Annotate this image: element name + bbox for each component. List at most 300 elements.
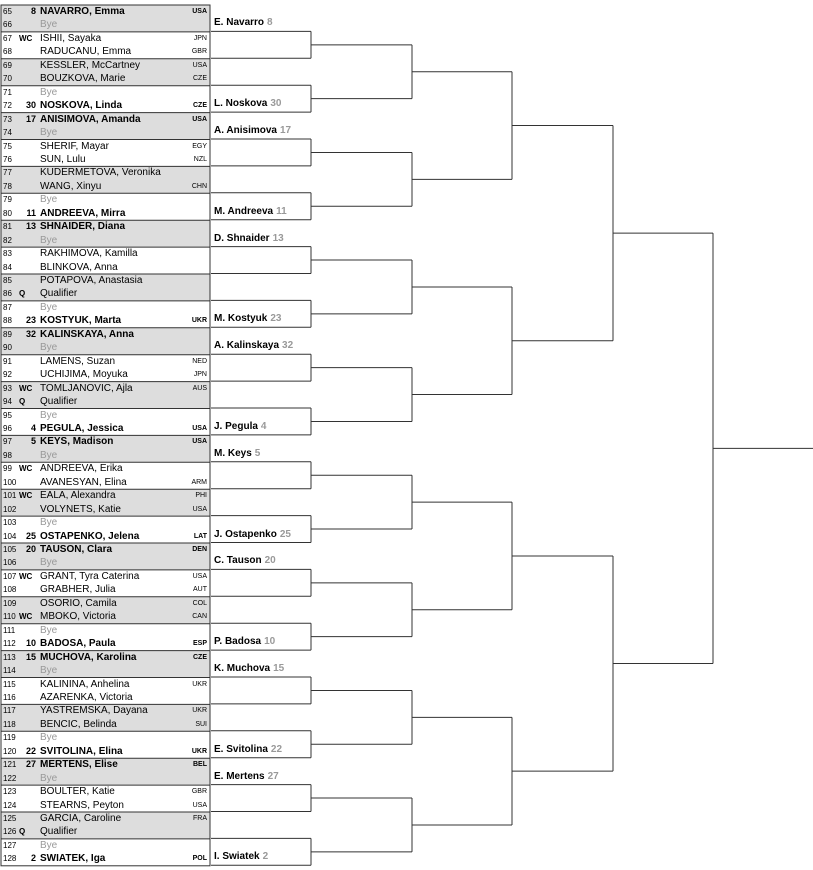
seed-number: 5 <box>30 436 36 447</box>
seed-number: 15 <box>25 651 36 662</box>
draw-position: 71 <box>3 87 12 97</box>
draw-position: 101 <box>3 491 17 501</box>
country-code: GBR <box>191 788 207 796</box>
draw-position: 82 <box>3 235 12 245</box>
player-name: Bye <box>40 342 58 354</box>
country-code: USA <box>192 572 207 580</box>
draw-position: 95 <box>3 410 12 420</box>
player-name: KEYS, Madison <box>40 436 114 448</box>
player-name: Bye <box>40 449 58 461</box>
player-name: TOMLJANOVIC, Ajla <box>40 382 133 394</box>
draw-line[interactable] <box>0 852 210 865</box>
player-name: MBOKO, Victoria <box>40 611 116 623</box>
draw-position: 114 <box>3 666 16 676</box>
round2-name: M. Keys <box>214 447 252 459</box>
round2-name: E. Mertens <box>214 770 265 782</box>
player-name: MUCHOVA, Karolina <box>40 651 137 663</box>
draw-line[interactable] <box>0 395 210 408</box>
draw-position: 65 <box>3 7 12 16</box>
round2-player[interactable] <box>214 232 284 246</box>
round2-seed: 27 <box>267 770 279 782</box>
country-code: BEL <box>193 761 207 769</box>
draw-line[interactable] <box>0 86 210 99</box>
draw-position: 89 <box>3 329 12 339</box>
draw-position: 78 <box>3 181 12 191</box>
country-code: DEN <box>192 546 207 553</box>
draw-line[interactable] <box>0 583 210 596</box>
draw-position: 115 <box>3 679 16 689</box>
country-code: USA <box>192 115 207 123</box>
round2-name: K. Muchova <box>214 663 271 674</box>
seed-number: 13 <box>25 221 36 232</box>
draw-line[interactable] <box>0 745 210 758</box>
draw-position: 107 <box>3 571 17 581</box>
round2-name: A. Anisimova <box>214 125 277 136</box>
draw-line[interactable] <box>0 664 210 677</box>
player-name: MERTENS, Elise <box>40 759 118 771</box>
player-name: AVANESYAN, Elina <box>40 476 127 488</box>
player-name: Qualifier <box>40 826 78 838</box>
round2-seed: 4 <box>260 420 267 432</box>
country-code: CHN <box>191 182 207 190</box>
draw-line[interactable] <box>0 691 210 704</box>
draw-position: 81 <box>3 222 12 232</box>
draw-line[interactable] <box>0 113 210 126</box>
draw-line[interactable] <box>0 207 210 220</box>
player-name: UCHIJIMA, Moyuka <box>40 369 128 381</box>
player-name: BENCIC, Belinda <box>40 718 117 730</box>
player-name: ANISIMOVA, Amanda <box>40 113 141 125</box>
country-code: USA <box>192 8 207 15</box>
draw-position: 67 <box>3 33 12 43</box>
entry-status: Q <box>19 827 26 837</box>
draw-position: 93 <box>3 383 12 393</box>
player-name: EALA, Alexandra <box>40 490 116 502</box>
seed-number: 27 <box>25 759 36 770</box>
draw-line[interactable] <box>0 59 210 72</box>
country-code: AUS <box>192 384 207 392</box>
draw-position: 86 <box>3 289 12 299</box>
country-code: CZE <box>193 75 207 83</box>
player-name: Bye <box>40 194 58 206</box>
draw-position: 70 <box>3 74 12 84</box>
draw-position: 118 <box>3 719 16 729</box>
country-code: CZE <box>193 102 207 110</box>
player-name: OSTAPENKO, Jelena <box>40 530 140 542</box>
player-name: POTAPOVA, Anastasia <box>40 275 143 286</box>
draw-line[interactable] <box>0 476 210 489</box>
country-code: AUT <box>193 586 207 594</box>
round2-player[interactable] <box>214 635 275 649</box>
draw-position: 125 <box>3 814 17 823</box>
draw-position: 68 <box>3 47 12 57</box>
player-name: VOLYNETS, Katie <box>40 503 121 515</box>
draw-position: 120 <box>3 746 17 756</box>
country-code: CZE <box>193 653 207 661</box>
draw-position: 96 <box>3 423 12 433</box>
player-name: KOSTYUK, Marta <box>40 315 122 327</box>
draw-line[interactable] <box>0 718 210 731</box>
draw-line[interactable] <box>0 543 210 556</box>
player-name: SWIATEK, Iga <box>40 853 106 865</box>
country-code: NZL <box>193 155 207 163</box>
draw-line[interactable] <box>0 166 210 179</box>
round2-name: D. Shnaider <box>214 232 270 244</box>
draw-position: 76 <box>3 154 12 164</box>
country-code: LAT <box>193 532 207 540</box>
country-code: FRA <box>193 815 207 822</box>
draw-line[interactable] <box>0 651 210 664</box>
draw-line[interactable] <box>0 140 210 153</box>
player-name: LAMENS, Suzan <box>40 355 116 367</box>
draw-line[interactable] <box>0 5 210 18</box>
draw-position: 123 <box>3 787 17 797</box>
draw-position: 92 <box>3 370 12 380</box>
player-name: Qualifier <box>40 288 78 300</box>
draw-line[interactable] <box>0 530 210 543</box>
entry-status: WC <box>19 33 33 43</box>
round2-player[interactable] <box>214 97 281 111</box>
draw-position: 98 <box>3 450 12 460</box>
player-name: Bye <box>40 624 58 636</box>
player-name: KALININA, Anhelina <box>40 678 130 690</box>
draw-line[interactable] <box>0 409 210 422</box>
player-name: AZARENKA, Victoria <box>40 691 133 703</box>
round2-player[interactable] <box>214 850 268 864</box>
round2-seed: 11 <box>276 205 287 217</box>
round2-seed: 5 <box>254 447 261 459</box>
draw-line[interactable] <box>0 503 210 516</box>
round2-name: E. Svitolina <box>214 743 268 755</box>
player-name: ANDREEVA, Erika <box>40 463 123 475</box>
seed-number: 23 <box>25 315 36 326</box>
draw-line[interactable] <box>0 785 210 798</box>
country-code: USA <box>192 438 207 446</box>
draw-line[interactable] <box>0 261 210 274</box>
draw-line[interactable] <box>0 704 210 717</box>
draw-line[interactable] <box>0 825 210 838</box>
country-code: NED <box>192 357 207 365</box>
country-code: SUI <box>195 720 207 728</box>
seed-number: 32 <box>25 328 36 339</box>
draw-line[interactable] <box>0 247 210 260</box>
seed-number: 30 <box>25 100 36 111</box>
player-name: Bye <box>40 86 58 98</box>
player-name: Bye <box>40 234 58 246</box>
round2-player[interactable] <box>214 312 281 326</box>
draw-line[interactable] <box>0 435 210 448</box>
seed-number: 20 <box>25 544 36 554</box>
entry-status: WC <box>19 491 33 501</box>
draw-position: 94 <box>3 397 12 407</box>
draw-line[interactable] <box>0 556 210 569</box>
round2-player[interactable] <box>214 420 266 434</box>
player-name: OSORIO, Camila <box>40 597 117 609</box>
player-name: SUN, Lulu <box>40 153 86 165</box>
draw-position: 104 <box>3 531 17 541</box>
entry-status: WC <box>19 571 33 581</box>
round2-player[interactable] <box>214 124 291 138</box>
player-name: KESSLER, McCartney <box>40 59 141 71</box>
round2-player[interactable] <box>214 339 293 353</box>
player-name: GRANT, Tyra Caterina <box>40 570 140 582</box>
country-code: EGY <box>192 142 207 150</box>
draw-position: 91 <box>3 356 12 366</box>
draw-line[interactable] <box>0 758 210 771</box>
player-name: BOUZKOVA, Marie <box>40 73 126 85</box>
player-name: WANG, Xinyu <box>40 180 102 192</box>
draw-line[interactable] <box>0 72 210 85</box>
country-code: USA <box>192 505 207 513</box>
round2-player[interactable] <box>214 770 279 784</box>
draw-position: 66 <box>3 20 12 30</box>
round2-name: I. Swiatek <box>214 851 260 863</box>
seed-number: 4 <box>30 422 36 433</box>
entry-status: WC <box>19 612 33 622</box>
draw-position: 105 <box>3 545 17 554</box>
draw-position: 112 <box>3 639 16 649</box>
round2-name: J. Ostapenko <box>214 528 277 540</box>
round2-player[interactable] <box>214 528 291 542</box>
draw-line[interactable] <box>0 99 210 112</box>
draw-line[interactable] <box>0 355 210 368</box>
draw-line[interactable] <box>0 839 210 852</box>
entry-status: WC <box>19 464 33 474</box>
draw-line[interactable] <box>0 45 210 58</box>
player-name: Bye <box>40 19 58 31</box>
round2-player[interactable] <box>214 743 282 757</box>
round2-seed: 8 <box>267 17 273 29</box>
draw-line[interactable] <box>0 610 210 623</box>
draw-position: 124 <box>3 800 17 810</box>
draw-position: 85 <box>3 276 12 285</box>
player-name: ISHII, Sayaka <box>40 32 102 44</box>
round2-seed: 10 <box>264 636 276 648</box>
country-code: UKR <box>192 680 207 688</box>
seed-number: 11 <box>26 207 36 218</box>
draw-position: 73 <box>3 114 12 124</box>
draw-position: 69 <box>3 60 12 70</box>
draw-line[interactable] <box>0 126 210 139</box>
country-code: USA <box>192 801 207 809</box>
draw-position: 72 <box>3 101 12 111</box>
entry-status: WC <box>19 383 33 393</box>
player-name: ANDREEVA, Mirra <box>40 207 126 219</box>
draw-position: 119 <box>3 733 16 743</box>
round2-player[interactable] <box>214 205 287 219</box>
round2-seed: 15 <box>273 663 285 674</box>
draw-position: 84 <box>3 262 12 272</box>
draw-line[interactable] <box>0 314 210 327</box>
draw-line[interactable] <box>0 462 210 475</box>
country-code: USA <box>192 424 207 432</box>
player-name: Bye <box>40 839 58 851</box>
player-name: KALINSKAYA, Anna <box>40 328 134 340</box>
round2-seed: 13 <box>272 232 284 244</box>
player-name: SHNAIDER, Diana <box>40 221 126 233</box>
country-code: ARM <box>191 478 207 486</box>
draw-line[interactable] <box>0 234 210 247</box>
player-name: BADOSA, Paula <box>40 638 116 650</box>
draw-line[interactable] <box>0 624 210 637</box>
player-name: BLINKOVA, Anna <box>40 261 118 273</box>
draw-line[interactable] <box>0 382 210 395</box>
draw-position: 103 <box>3 518 17 528</box>
player-name: SHERIF, Mayar <box>40 140 109 152</box>
draw-position: 90 <box>3 343 12 353</box>
country-code: PHI <box>195 492 207 500</box>
draw-line[interactable] <box>0 597 210 610</box>
draw-line[interactable] <box>0 18 210 31</box>
country-code: COL <box>192 599 207 607</box>
draw-position: 99 <box>3 464 12 474</box>
draw-position: 128 <box>3 854 17 864</box>
player-name: SVITOLINA, Elina <box>40 745 123 757</box>
draw-line[interactable] <box>0 153 210 166</box>
draw-position: 111 <box>3 625 16 635</box>
draw-line[interactable] <box>0 180 210 193</box>
draw-line[interactable] <box>0 368 210 381</box>
seed-number: 17 <box>25 113 36 124</box>
player-name: Bye <box>40 517 58 529</box>
draw-position: 108 <box>3 585 17 595</box>
round2-seed: 30 <box>270 98 282 110</box>
draw-position: 79 <box>3 195 12 205</box>
seed-number: 22 <box>25 745 36 756</box>
draw-line[interactable] <box>0 274 210 287</box>
player-name: PEGULA, Jessica <box>40 422 124 434</box>
draw-position: 74 <box>3 128 12 138</box>
round2-seed: 25 <box>279 528 291 540</box>
country-code: ESP <box>192 640 207 648</box>
country-code: GBR <box>191 48 207 56</box>
player-name: RADUCANU, Emma <box>40 46 132 58</box>
player-name: Bye <box>40 732 58 744</box>
draw-line[interactable] <box>0 731 210 744</box>
draw-position: 121 <box>3 760 17 770</box>
draw-line[interactable] <box>0 32 210 45</box>
draw-line[interactable] <box>0 449 210 462</box>
seed-number: 8 <box>30 6 36 16</box>
draw-position: 100 <box>3 477 17 487</box>
draw-position: 97 <box>3 437 12 447</box>
draw-line[interactable] <box>0 422 210 435</box>
country-code: UKR <box>191 317 207 325</box>
player-name: NOSKOVA, Linda <box>40 100 123 112</box>
round2-name: M. Andreeva <box>214 205 274 217</box>
player-name: TAUSON, Clara <box>40 544 113 555</box>
player-name: Bye <box>40 665 58 677</box>
player-name: GARCIA, Caroline <box>40 813 122 824</box>
draw-line[interactable] <box>0 516 210 529</box>
round2-player[interactable] <box>214 662 284 676</box>
player-name: Bye <box>40 557 58 569</box>
country-code: USA <box>192 61 207 69</box>
draw-line[interactable] <box>0 220 210 233</box>
draw-position: 126 <box>3 827 17 837</box>
player-name: Bye <box>40 301 58 313</box>
round2-player[interactable] <box>214 554 276 568</box>
round2-seed: 32 <box>282 340 294 352</box>
country-code: UKR <box>192 707 207 715</box>
round2-name: P. Badosa <box>214 636 262 648</box>
draw-position: 88 <box>3 316 12 326</box>
player-name: RAKHIMOVA, Kamilla <box>40 248 138 260</box>
draw-position: 87 <box>3 302 12 312</box>
round2-seed: 2 <box>262 851 269 863</box>
draw-line[interactable] <box>0 193 210 206</box>
country-code: POL <box>192 855 207 863</box>
draw-position: 113 <box>3 652 16 662</box>
seed-number: 25 <box>25 530 36 541</box>
country-code: CAN <box>192 613 207 621</box>
round2-seed: 17 <box>279 125 292 136</box>
country-code: JPN <box>193 371 207 379</box>
draw-line[interactable] <box>0 812 210 825</box>
draw-position: 77 <box>3 168 12 178</box>
round2-name: M. Kostyuk <box>214 313 268 325</box>
draw-line[interactable] <box>0 489 210 502</box>
player-name: GRABHER, Julia <box>40 584 116 596</box>
player-name: Bye <box>40 772 58 784</box>
draw-position: 127 <box>3 840 17 850</box>
entry-status: Q <box>19 289 26 299</box>
draw-position: 110 <box>3 612 16 622</box>
player-name: STEARNS, Peyton <box>40 799 124 811</box>
draw-line[interactable] <box>0 301 210 314</box>
entry-status: Q <box>19 397 26 407</box>
round2-player[interactable] <box>214 16 273 30</box>
draw-position: 102 <box>3 504 17 514</box>
seed-number: 10 <box>25 638 36 649</box>
player-name: BOULTER, Katie <box>40 786 115 798</box>
draw-line[interactable] <box>0 637 210 650</box>
player-name: YASTREMSKA, Dayana <box>40 705 148 717</box>
player-name: Bye <box>40 127 58 139</box>
round2-seed: 22 <box>270 743 283 755</box>
draw-position: 80 <box>3 208 12 218</box>
draw-position: 106 <box>3 558 17 568</box>
round2-player[interactable] <box>214 447 260 461</box>
player-name: NAVARRO, Emma <box>40 6 125 17</box>
draw-line[interactable] <box>0 570 210 583</box>
draw-position: 83 <box>3 249 12 259</box>
draw-line[interactable] <box>0 799 210 812</box>
country-code: UKR <box>191 747 207 755</box>
round2-name: A. Kalinskaya <box>214 340 280 352</box>
draw-line[interactable] <box>0 287 210 300</box>
draw-line[interactable] <box>0 772 210 785</box>
draw-line[interactable] <box>0 341 210 354</box>
round2-name: C. Tauson <box>214 555 262 567</box>
round2-seed: 20 <box>264 555 276 567</box>
round2-name: E. Navarro <box>214 17 265 29</box>
draw-position: 109 <box>3 598 17 608</box>
seed-number: 2 <box>30 853 36 864</box>
country-code: JPN <box>193 34 207 42</box>
draw-line[interactable] <box>0 328 210 341</box>
draw-position: 116 <box>3 692 16 702</box>
round2-name: L. Noskova <box>214 98 268 110</box>
round2-name: J. Pegula <box>214 420 258 432</box>
draw-line[interactable] <box>0 678 210 691</box>
player-name: Qualifier <box>40 396 78 408</box>
draw-position: 122 <box>3 773 17 783</box>
player-name: KUDERMETOVA, Veronika <box>40 167 161 179</box>
player-name: Bye <box>40 409 58 421</box>
round2-seed: 23 <box>270 313 282 325</box>
draw-position: 117 <box>3 706 16 716</box>
